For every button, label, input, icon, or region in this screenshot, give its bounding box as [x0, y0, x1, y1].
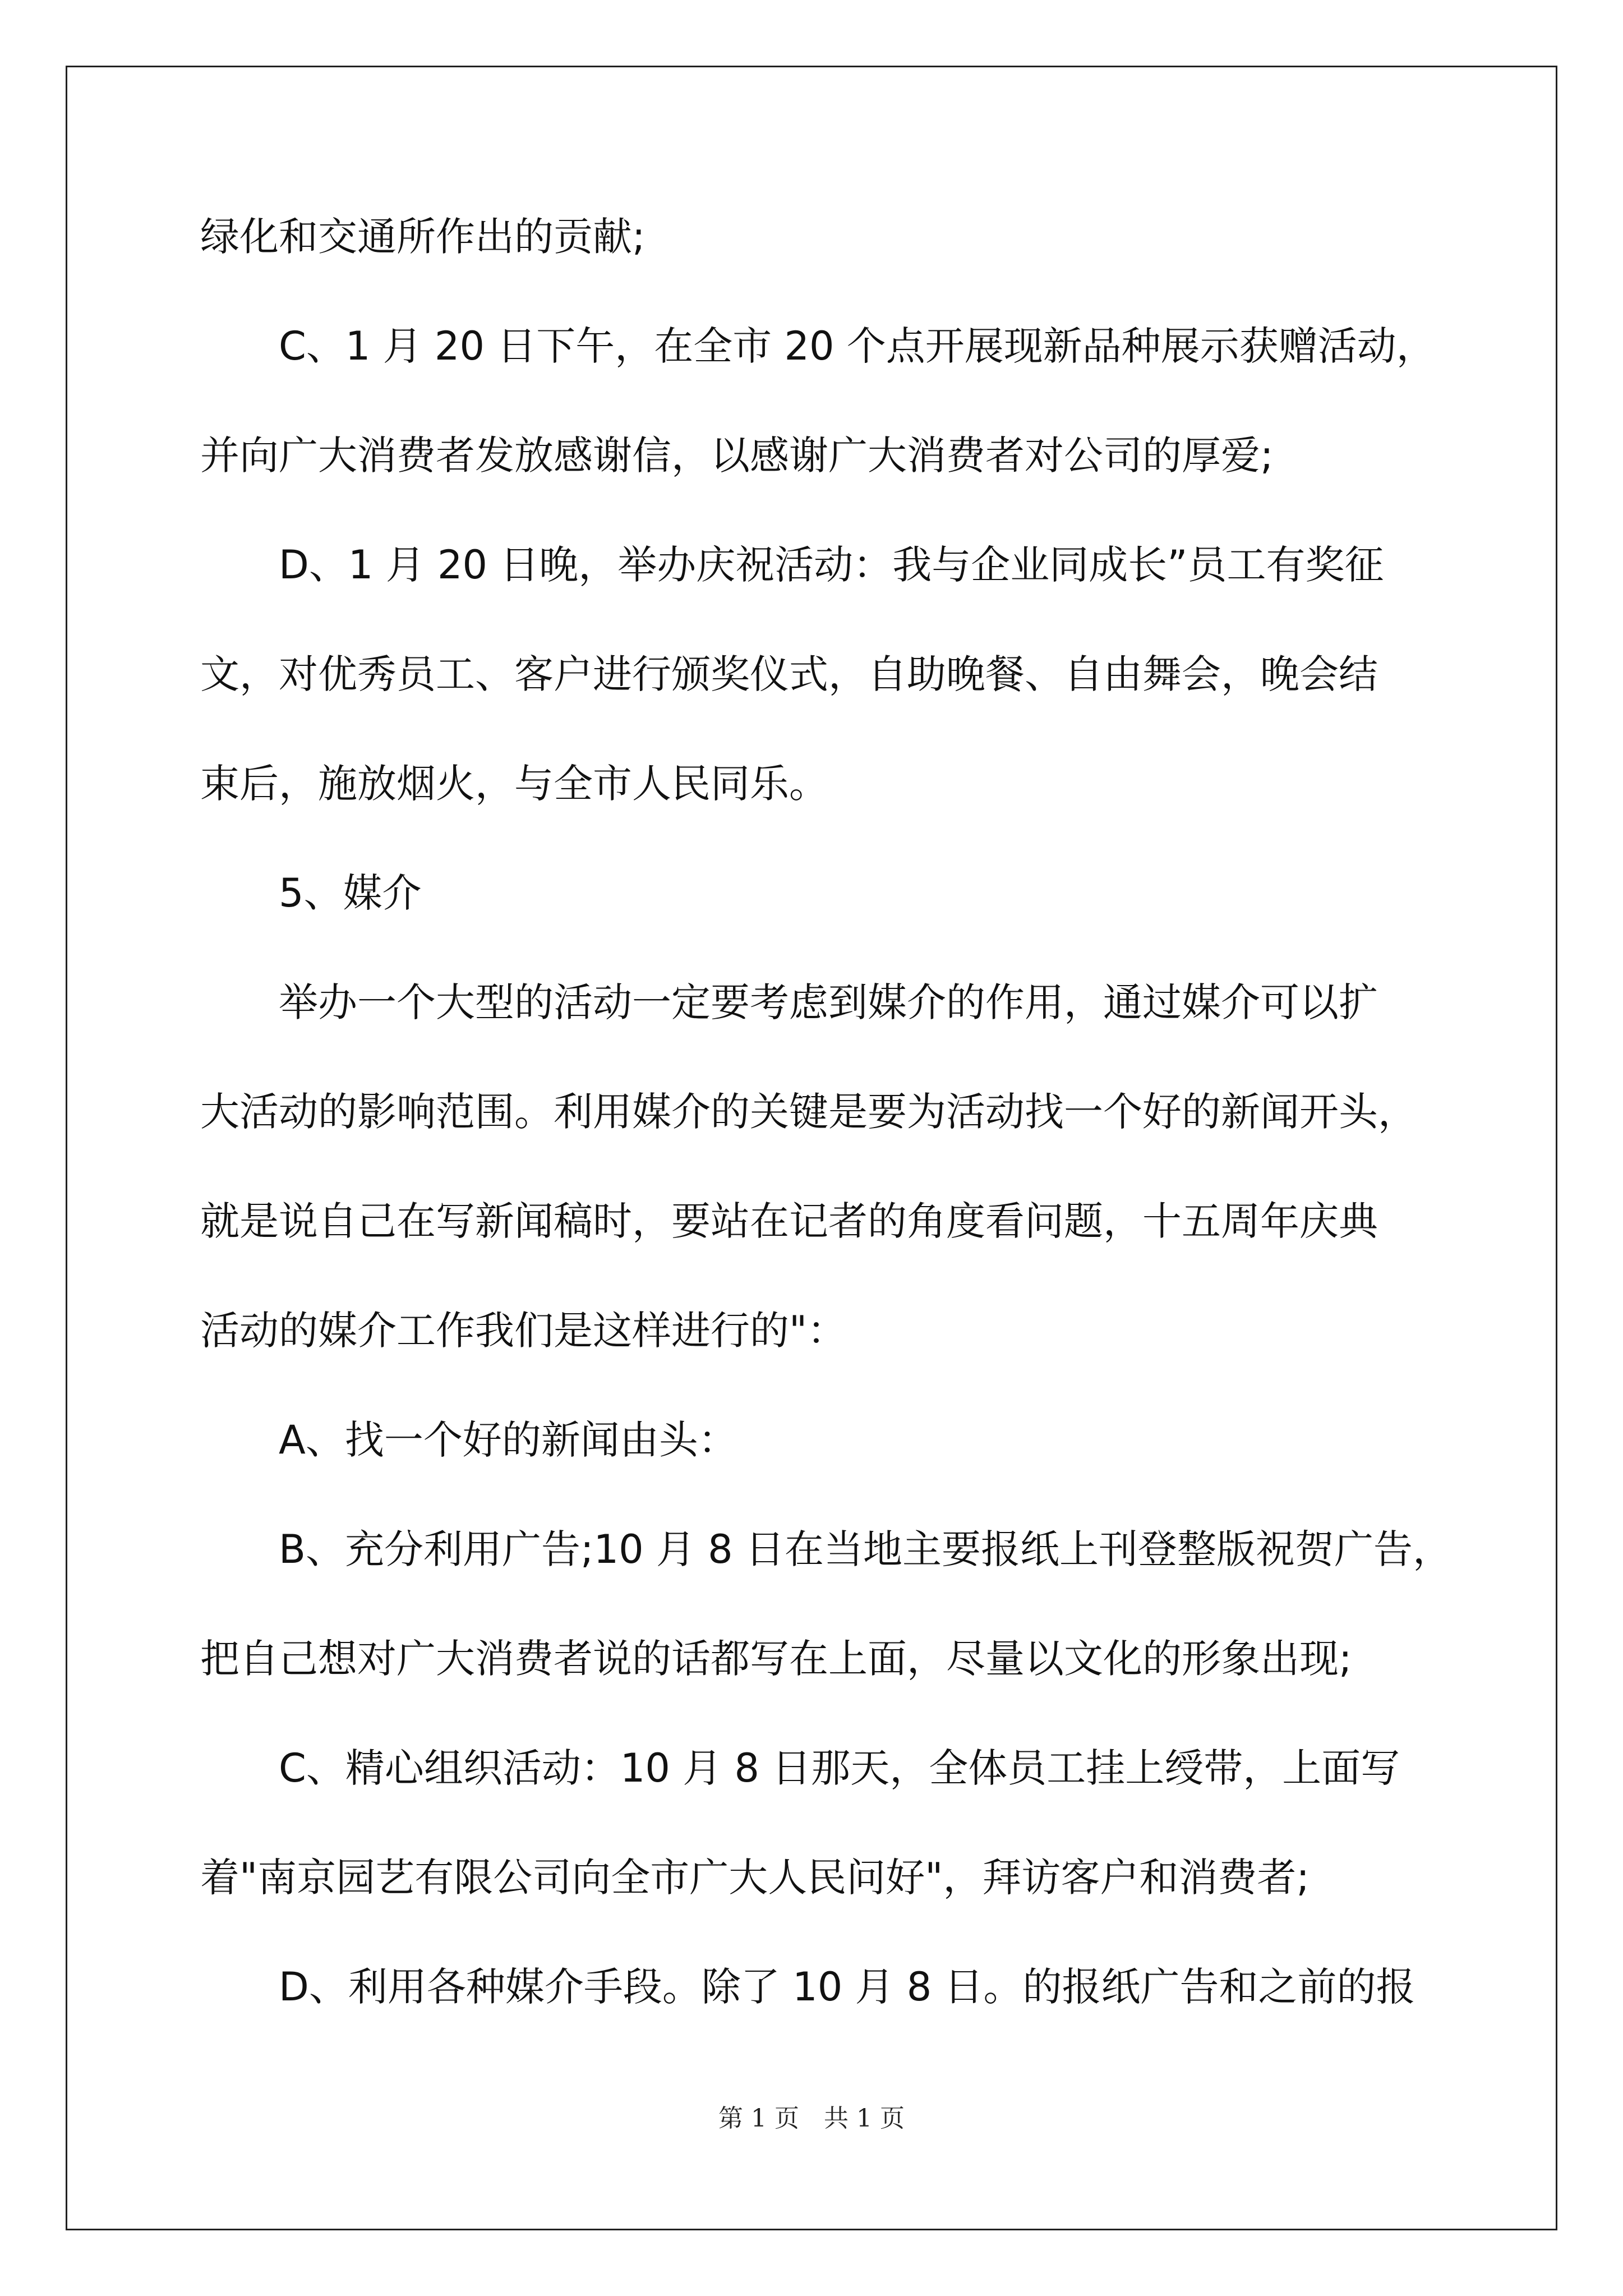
- paragraph-line: C、1 月 20 日下午，在全市 20 个点开展现新品种展示获赠活动，: [279, 323, 1436, 369]
- paragraph-line: 绿化和交通所作出的贡献;: [200, 214, 645, 260]
- page-number: 第 1 页 共 1 页: [718, 2104, 905, 2133]
- paragraph-line: 活动的媒介工作我们是这样进行的"：: [200, 1308, 847, 1354]
- paragraph-line: C、精心组织活动：10 月 8 日那天，全体员工挂上绶带，上面写: [279, 1745, 1400, 1791]
- paragraph-line: 举办一个大型的活动一定要考虑到媒介的作用，通过媒介可以扩: [279, 979, 1378, 1025]
- paragraph-line: 束后，施放烟火，与全市人民同乐。: [200, 761, 828, 807]
- paragraph-line: 并向广大消费者发放感谢信，以感谢广大消费者对公司的厚爱;: [200, 432, 1274, 478]
- document-body: [200, 182, 1452, 2042]
- paragraph-line: D、1 月 20 日晚，举办庆祝活动：我与企业同成长”员工有奖征: [279, 542, 1384, 588]
- paragraph-line: 大活动的影响范围。利用媒介的关键是要为活动找一个好的新闻开头，: [200, 1089, 1417, 1135]
- paragraph-line: 就是说自己在写新闻稿时，要站在记者的角度看问题，十五周年庆典: [200, 1198, 1378, 1244]
- paragraph-line: 把自己想对广大消费者说的话都写在上面，尽量以文化的形象出现;: [200, 1636, 1352, 1682]
- paragraph-line: A、找一个好的新闻由头：: [279, 1417, 737, 1463]
- paragraph-line: 着"南京园艺有限公司向全市广大人民问好"，拜访客户和消费者;: [200, 1855, 1310, 1901]
- paragraph-line: B、充分利用广告;10 月 8 日在当地主要报纸上刊登整版祝贺广告，: [279, 1526, 1452, 1572]
- paragraph-line: 文，对优秀员工、客户进行颁奖仪式，自助晚餐、自由舞会，晚会结: [200, 651, 1378, 697]
- paragraph-line: D、利用各种媒介手段。除了 10 月 8 日。的报纸广告和之前的报: [279, 1964, 1415, 2010]
- section-heading: 5、媒介: [279, 870, 422, 916]
